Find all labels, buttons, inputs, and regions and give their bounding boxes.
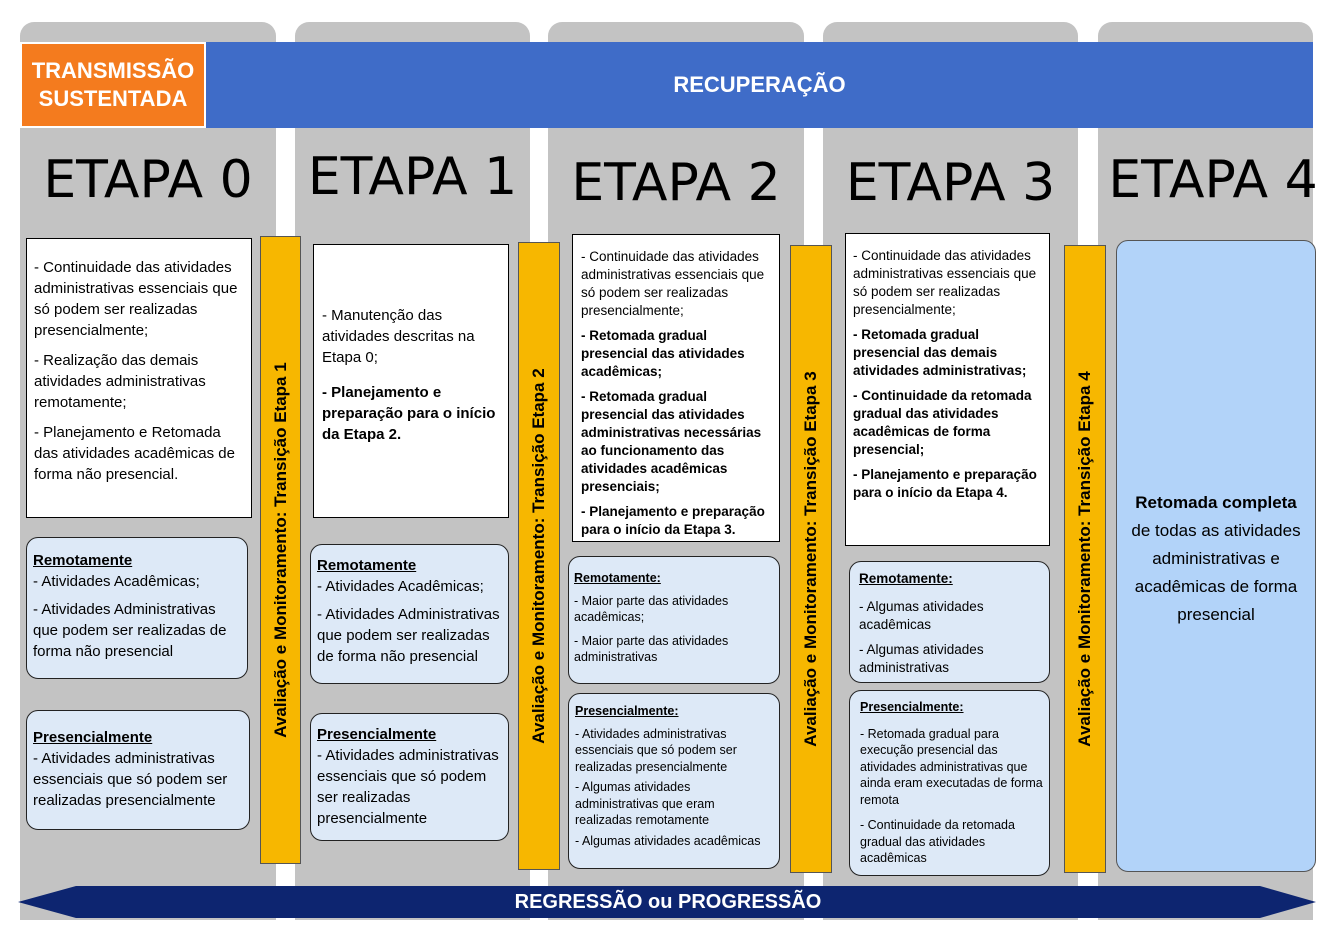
transition-label-etapa-4: Avaliação e Monitoramento: Transição Etapa 4	[1075, 371, 1094, 747]
transition-label-etapa-2: Avaliação e Monitoramento: Transição Etapa 2	[529, 368, 548, 744]
transition-label-etapa-1: Avaliação e Monitoramento: Transição Etapa 1	[270, 362, 290, 738]
etapa-2-title: ETAPA 2	[571, 153, 781, 213]
etapa-2-main-item: - Retomada gradual presencial das atividades acadêmicas;	[581, 328, 745, 379]
etapa-0-title: ETAPA 0	[43, 150, 253, 210]
etapa-2-presencialmente-item: - Atividades administrativas essenciais que só podem ser realizadas presencialmente	[575, 726, 737, 774]
etapa-3-presencialmente-box	[849, 690, 1050, 876]
regressao-progressao-label: REGRESSÃO ou PROGRESSÃO	[514, 891, 822, 913]
etapa-0-main-item: - Realização das demais atividades administrativas remotamente;	[34, 352, 206, 411]
etapa-1-presencialmente-title: Presencialmente	[317, 726, 437, 743]
etapa-2-presencialmente-item: - Algumas atividades acadêmicas	[575, 833, 761, 848]
etapa-3-presencialmente-item: - Retomada gradual para execução presencial das atividades administrativas que ainda eram executadas de forma remota	[860, 726, 1043, 807]
etapa-0-remotamente-box	[26, 537, 248, 679]
etapa-3-remotamente-title: Remotamente:	[859, 571, 953, 586]
etapa-4-bold-text: Retomada completa	[1135, 493, 1297, 512]
recuperacao-band	[206, 42, 1313, 128]
etapa-3-presencialmente-item: - Continuidade da retomada gradual das atividades acadêmicas	[860, 818, 1015, 865]
transmissao-line-1: TRANSMISSÃO	[31, 58, 195, 83]
etapa-3-main-box	[845, 233, 1050, 546]
etapa-2-remotamente-box	[568, 556, 780, 684]
etapa-0-presencialmente-item: - Atividades administrativas essenciais que só podem ser realizadas presencialmente	[33, 750, 228, 809]
etapa-2-main-item: - Continuidade das atividades administrativas essenciais que só podem ser realizadas presencialmente;	[581, 249, 765, 318]
etapa-1-remotamente-item: - Atividades Acadêmicas;	[317, 578, 484, 595]
etapa-3-remotamente-item: - Algumas atividades acadêmicas	[859, 599, 984, 632]
etapa-2-presencialmente-title: Presencialmente:	[575, 704, 679, 718]
etapa-1-main-item: - Manutenção das atividades descritas na Etapa 0;	[322, 307, 475, 366]
etapa-4-title: ETAPA 4	[1108, 150, 1318, 210]
etapa-3-remotamente-item: - Algumas atividades administrativas	[859, 642, 984, 675]
etapa-1-title: ETAPA 1	[307, 147, 518, 207]
etapa-3-remotamente-box	[849, 561, 1050, 683]
etapa-0-main-item: - Continuidade das atividades administrativas essenciais que só podem ser realizadas presencialmente;	[34, 259, 238, 339]
etapa-2-presencialmente-item: - Algumas atividades administrativas que eram realizadas remotamente	[575, 780, 715, 827]
transition-bar-etapa-4	[1064, 245, 1106, 873]
etapa-3-main-item: - Planejamento e preparação para o início da Etapa 4.	[853, 467, 1037, 500]
etapa-0-main-item: - Planejamento e Retomada das atividades acadêmicas de forma não presencial.	[34, 424, 235, 483]
etapa-1-main-box	[313, 244, 509, 518]
etapa-4-box	[1116, 240, 1316, 872]
etapa-3-main-item: - Continuidade da retomada gradual das atividades acadêmicas de forma presencial;	[853, 388, 1032, 457]
etapa-0-remotamente-item: - Atividades Administrativas que podem ser realizadas de forma não presencial	[33, 601, 227, 660]
etapa-2-remotamente-item: - Maior parte das atividades administrativas	[574, 633, 729, 664]
etapa-2-remotamente-item: - Maior parte das atividades acadêmicas;	[574, 593, 729, 624]
etapa-0-presencialmente-title: Presencialmente	[33, 729, 153, 746]
etapa-0-presencialmente-box	[26, 710, 250, 830]
etapa-1-presencialmente-item: - Atividades administrativas essenciais que só podem ser realizadas presencialmente	[317, 747, 499, 827]
etapa-2-remotamente-title: Remotamente:	[574, 571, 661, 585]
etapa-2-main-box	[572, 234, 780, 542]
transmissao-sustentada-label	[20, 42, 206, 128]
etapa-0-remotamente-item: - Atividades Acadêmicas;	[33, 573, 200, 590]
etapa-0-remotamente-title: Remotamente	[33, 552, 133, 569]
etapa-3-main-item: - Continuidade das atividades administrativas essenciais que só podem ser realizadas presencialmente;	[853, 248, 1037, 317]
etapa-1-main-item: - Planejamento e preparação para o início da Etapa 2.	[322, 384, 496, 443]
etapa-3-main-item: - Retomada gradual presencial das demais atividades administrativas;	[853, 327, 1027, 378]
etapa-3-title: ETAPA 3	[845, 153, 1056, 213]
transition-bar-etapa-3	[790, 245, 832, 873]
recuperacao-label: RECUPERAÇÃO	[673, 72, 846, 97]
etapa-4-text: de todas as atividades administrativas e acadêmicas de forma presencial	[1131, 521, 1301, 624]
transition-bar-etapa-2	[518, 242, 560, 870]
etapa-1-remotamente-title: Remotamente	[317, 557, 417, 574]
etapa-2-main-item: - Retomada gradual presencial das atividades administrativas necessárias ao funcionamento das atividades acadêmicas presenciais;	[581, 389, 762, 494]
etapa-2-main-item: - Planejamento e preparação para o início da Etapa 3.	[581, 504, 765, 537]
transmissao-line-2: SUSTENTADA	[38, 86, 188, 111]
etapa-0-main-box	[26, 238, 252, 518]
etapa-1-presencialmente-box	[310, 713, 509, 841]
etapa-1-remotamente-box	[310, 544, 509, 684]
etapa-2-presencialmente-box	[568, 693, 780, 869]
transition-label-etapa-3: Avaliação e Monitoramento: Transição Etapa 3	[801, 371, 820, 747]
transition-bar-etapa-1	[260, 236, 301, 864]
etapa-3-presencialmente-title: Presencialmente:	[860, 700, 964, 714]
etapa-1-remotamente-item: - Atividades Administrativas que podem ser realizadas de forma não presencial	[317, 606, 500, 665]
